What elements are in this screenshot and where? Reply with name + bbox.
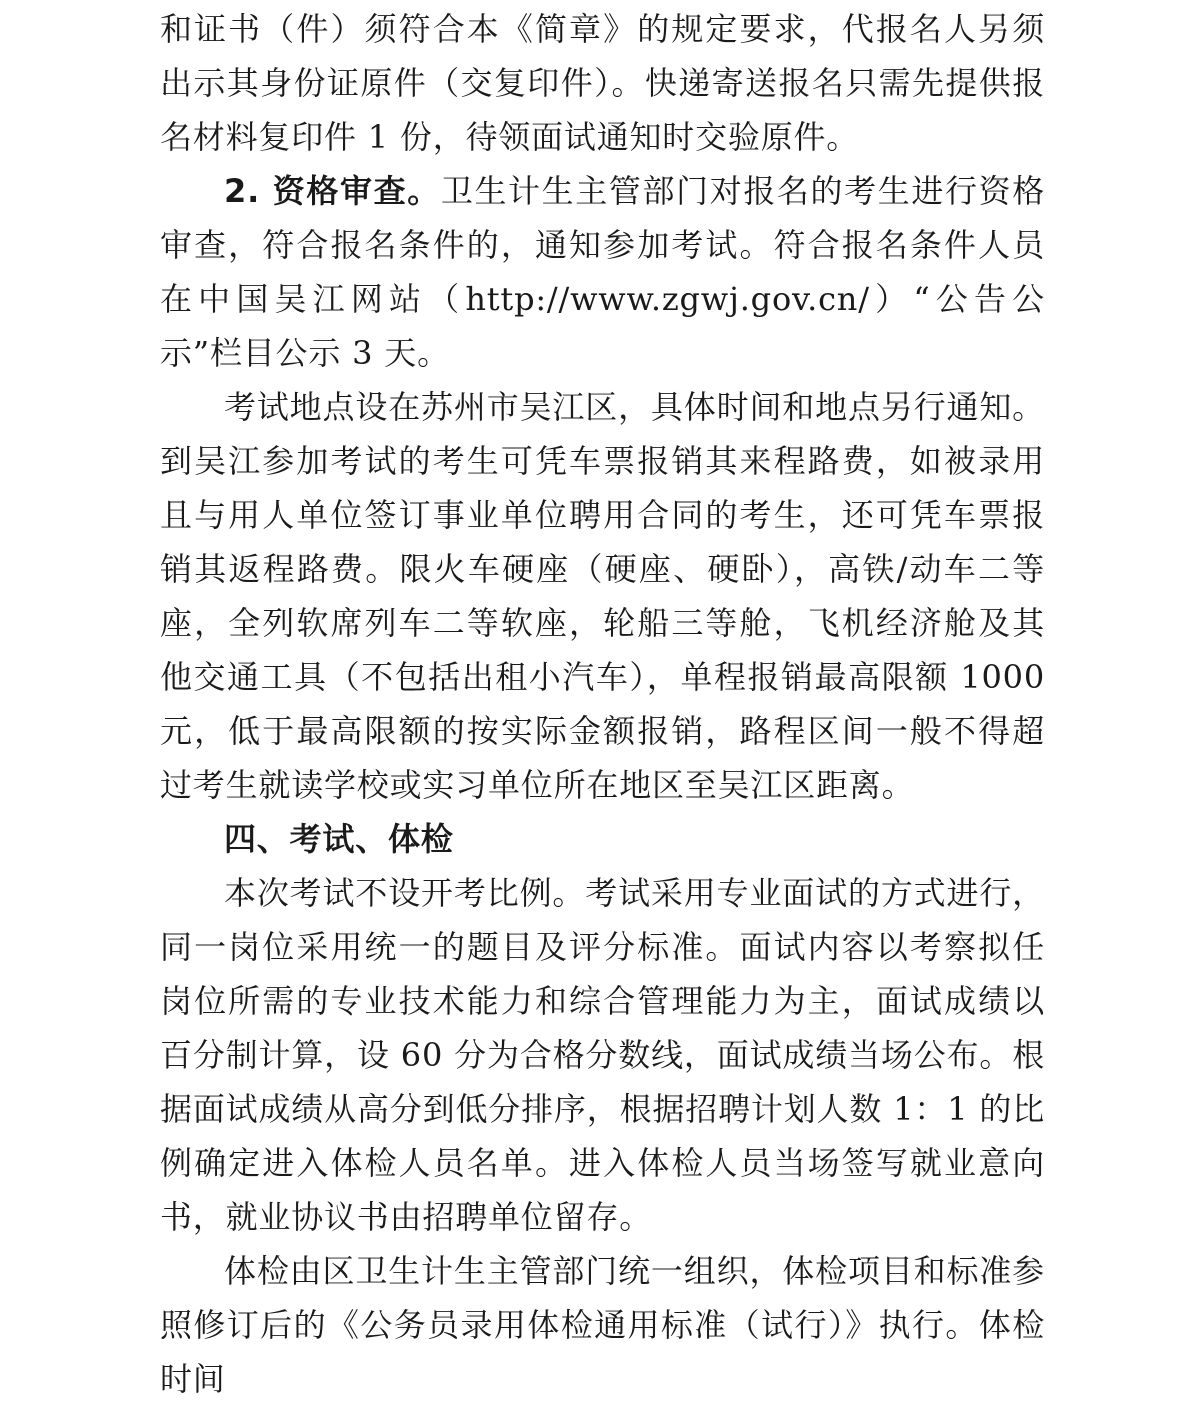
qualification-review-body: 卫生计生主管部门对报名的考生进行资格审查，符合报名条件的，通知参加考试。符合报名条件人员在中国吴江网站（http://www.zgwj.gov.cn/）“公告公示”栏目公示 3 天。 xyxy=(160,172,1045,372)
paragraph-exam-location: 考试地点设在苏州市吴江区，具体时间和地点另行通知。到吴江参加考试的考生可凭车票报销其来程路费，如被录用且与用人单位签订事业单位聘用合同的考生，还可凭车票报销其返程路费。限火车硬座（硬座、硬卧），高铁/动车二等座，全列软席列车二等软座，轮船三等舱，飞机经济舱及其他交通工具（不包括出租小汽车），单程报销最高限额 1000 元，低于最高限额的按实际金额报销，路程区间一般不得超过考生就读学校或实习单位所在地区至吴江区距离。 xyxy=(160,388,1045,804)
qualification-review-lead: 2. 资格审查。 xyxy=(224,172,441,210)
paragraph-registration-materials: 和证书（件）须符合本《简章》的规定要求，代报名人另须出示其身份证原件（交复印件）。快递寄送报名只需先提供报名材料复印件 1 份，待领面试通知时交验原件。 xyxy=(160,10,1045,156)
document-page xyxy=(160,0,1045,1398)
paragraph-physical-exam: 体检由区卫生计生主管部门统一组织，体检项目和标准参照修订后的《公务员录用体检通用标准（试行）》执行。体检时间 xyxy=(160,1252,1045,1398)
paragraph-exam-method: 本次考试不设开考比例。考试采用专业面试的方式进行，同一岗位采用统一的题目及评分标准。面试内容以考察拟任岗位所需的专业技术能力和综合管理能力为主，面试成绩以百分制计算，设 60 分为合格分数线，面试成绩当场公布。根据面试成绩从高分到低分排序，根据招聘计划人数 1：1 的比例确定进入体检人员名单。进入体检人员当场签写就业意向书，就业协议书由招聘单位留存。 xyxy=(160,874,1045,1236)
section-heading-exam-physical: 四、考试、体检 xyxy=(224,820,454,858)
paragraph-qualification-review xyxy=(160,164,1045,380)
